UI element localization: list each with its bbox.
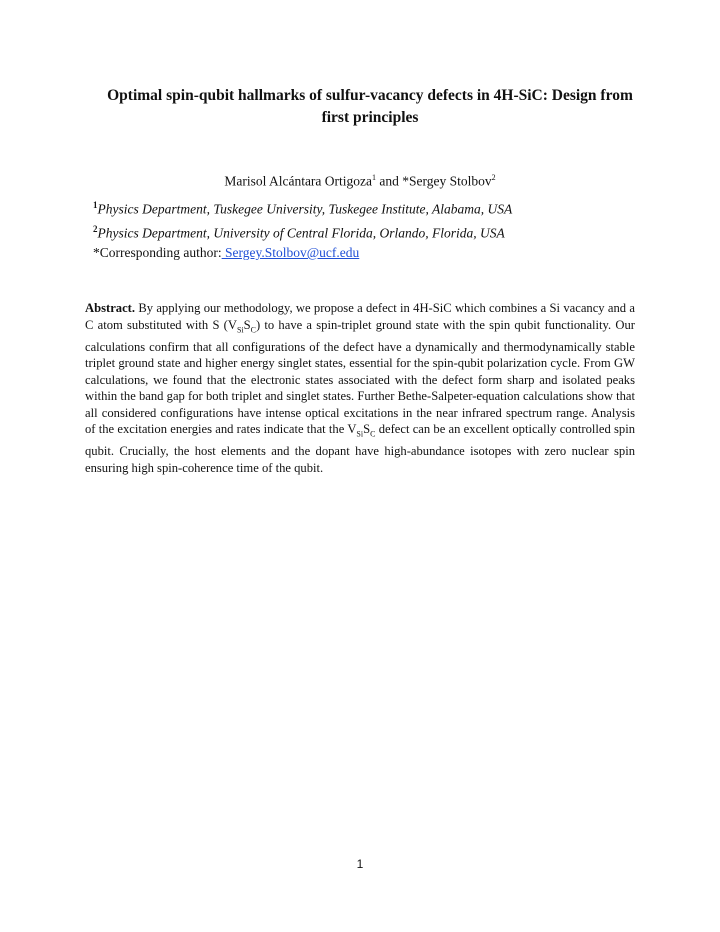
author-1: Marisol Alcántara Ortigoza [224, 173, 373, 189]
abstract-label: Abstract. [85, 301, 136, 315]
author-1-affiliation-mark: 1 [372, 173, 377, 182]
abstract-subscript-c: C [250, 325, 256, 335]
affiliation-2-text: Physics Department, University of Central Florida, Orlando, Florida, USA [97, 225, 505, 241]
affiliation-2 [93, 220, 505, 243]
abstract-subscript-c-2: C [370, 429, 376, 439]
abstract-subscript-si: Si [236, 325, 244, 335]
corresponding-author-email-link[interactable]: Sergey.Stolbov@ucf.edu [221, 245, 360, 260]
abstract-paragraph [85, 300, 635, 476]
abstract-text-3: defect can be an excellent optically controlled spin qubit. Crucially, the host elements and the dopant have high-abundance isotopes with zero nuclear spin ensuring high spin-coherence time of the qubit. [85, 422, 635, 475]
corresponding-author [93, 244, 359, 262]
page-number: 1 [356, 857, 364, 871]
author-2-affiliation-mark: 2 [491, 173, 496, 182]
affiliation-2-number: 2 [93, 224, 98, 234]
abstract-text-1: By applying our methodology, we propose a defect in 4H-SiC which combines a Si vacancy and a C atom substituted with S (V [85, 301, 635, 332]
author-2: *Sergey Stolbov [402, 173, 492, 189]
author-line [0, 169, 720, 191]
abstract-s-symbol: S [243, 317, 251, 332]
affiliation-1 [93, 196, 512, 219]
affiliation-1-text: Physics Department, Tuskegee University, Tuskegee Institute, Alabama, USA [97, 201, 513, 217]
corresponding-author-label: *Corresponding author: [93, 245, 222, 260]
author-separator: and [376, 173, 403, 189]
abstract-subscript-si-2: Si [356, 429, 364, 439]
abstract-s-symbol-2: S [363, 422, 371, 437]
abstract-text-2: ) to have a spin-triplet ground state with the spin qubit functionality. Our calculations confirm that all configurations of the defect have a dynamically and thermodynamically stable triplet ground state and higher energy singlet states, essential for the spin-qubit polarization cycle. From GW calculations, we found that the electronic states associated with the defect form sharp and isolated peaks within the band gap for both triplet and singlet states. Further Bethe-Salpeter-equation calculations show that all considered configurations have intense optical excitations in the near infrared spectrum range. Analysis of the excitation energies and rates indicate that the V [85, 317, 635, 437]
paper-title: Optimal spin-qubit hallmarks of sulfur-vacancy defects in 4H-SiC: Design from first principles [107, 87, 633, 126]
affiliation-1-number: 1 [93, 200, 98, 210]
